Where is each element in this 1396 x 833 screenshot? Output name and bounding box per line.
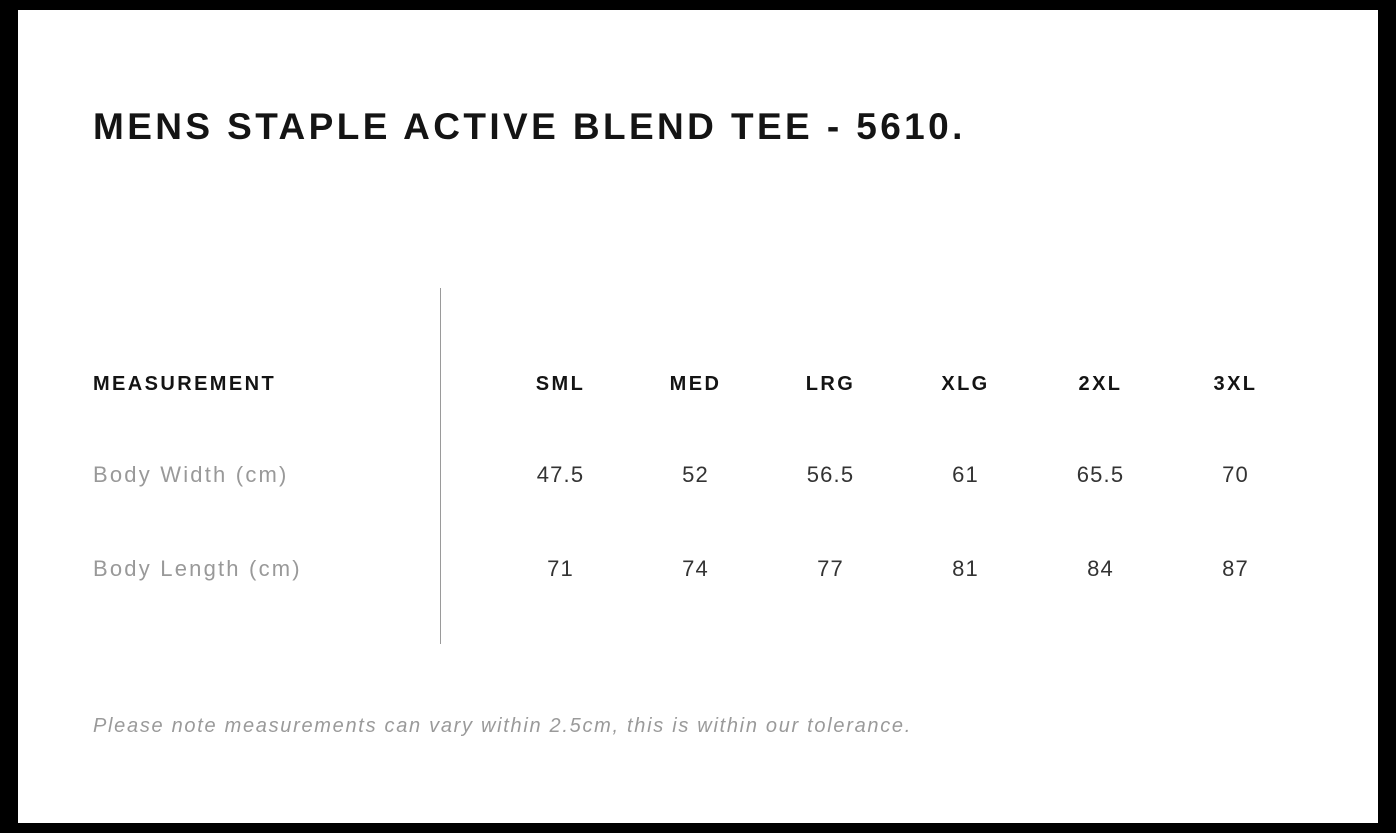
- table-row: [93, 428, 1303, 522]
- tolerance-note: Please note measurements can vary within 2.5cm, this is within our tolerance.: [93, 715, 912, 737]
- table-row: [93, 522, 1303, 616]
- cell-body-length-xlg: 81: [952, 556, 979, 581]
- size-chart-page: [18, 10, 1378, 823]
- column-header-2xl: 2XL: [1078, 372, 1123, 395]
- column-header-lrg: LRG: [805, 372, 856, 395]
- cell-body-width-2xl: 65.5: [1076, 462, 1125, 487]
- column-header-med: MED: [669, 372, 722, 395]
- cell-body-length-2xl: 84: [1087, 556, 1114, 581]
- row-label-body-length: Body Length (cm): [93, 556, 302, 581]
- column-header-3xl: 3XL: [1213, 372, 1258, 395]
- row-label-body-width: Body Width (cm): [93, 462, 289, 487]
- cell-body-length-med: 74: [682, 556, 709, 581]
- cell-body-width-med: 52: [682, 462, 709, 487]
- cell-body-width-lrg: 56.5: [806, 462, 855, 487]
- size-measurement-table: [93, 340, 1303, 616]
- cell-body-width-xlg: 61: [952, 462, 979, 487]
- cell-body-width-sml: 47.5: [536, 462, 585, 487]
- page-title: MENS STAPLE ACTIVE BLEND TEE - 5610.: [93, 106, 966, 147]
- cell-body-length-sml: 71: [547, 556, 574, 581]
- column-header-sml: SML: [535, 372, 586, 395]
- column-header-measurement: MEASUREMENT: [93, 372, 277, 395]
- column-header-xlg: XLG: [941, 372, 990, 395]
- cell-body-length-lrg: 77: [817, 556, 844, 581]
- table-header-row: [93, 340, 1303, 428]
- cell-body-length-3xl: 87: [1222, 556, 1249, 581]
- cell-body-width-3xl: 70: [1222, 462, 1249, 487]
